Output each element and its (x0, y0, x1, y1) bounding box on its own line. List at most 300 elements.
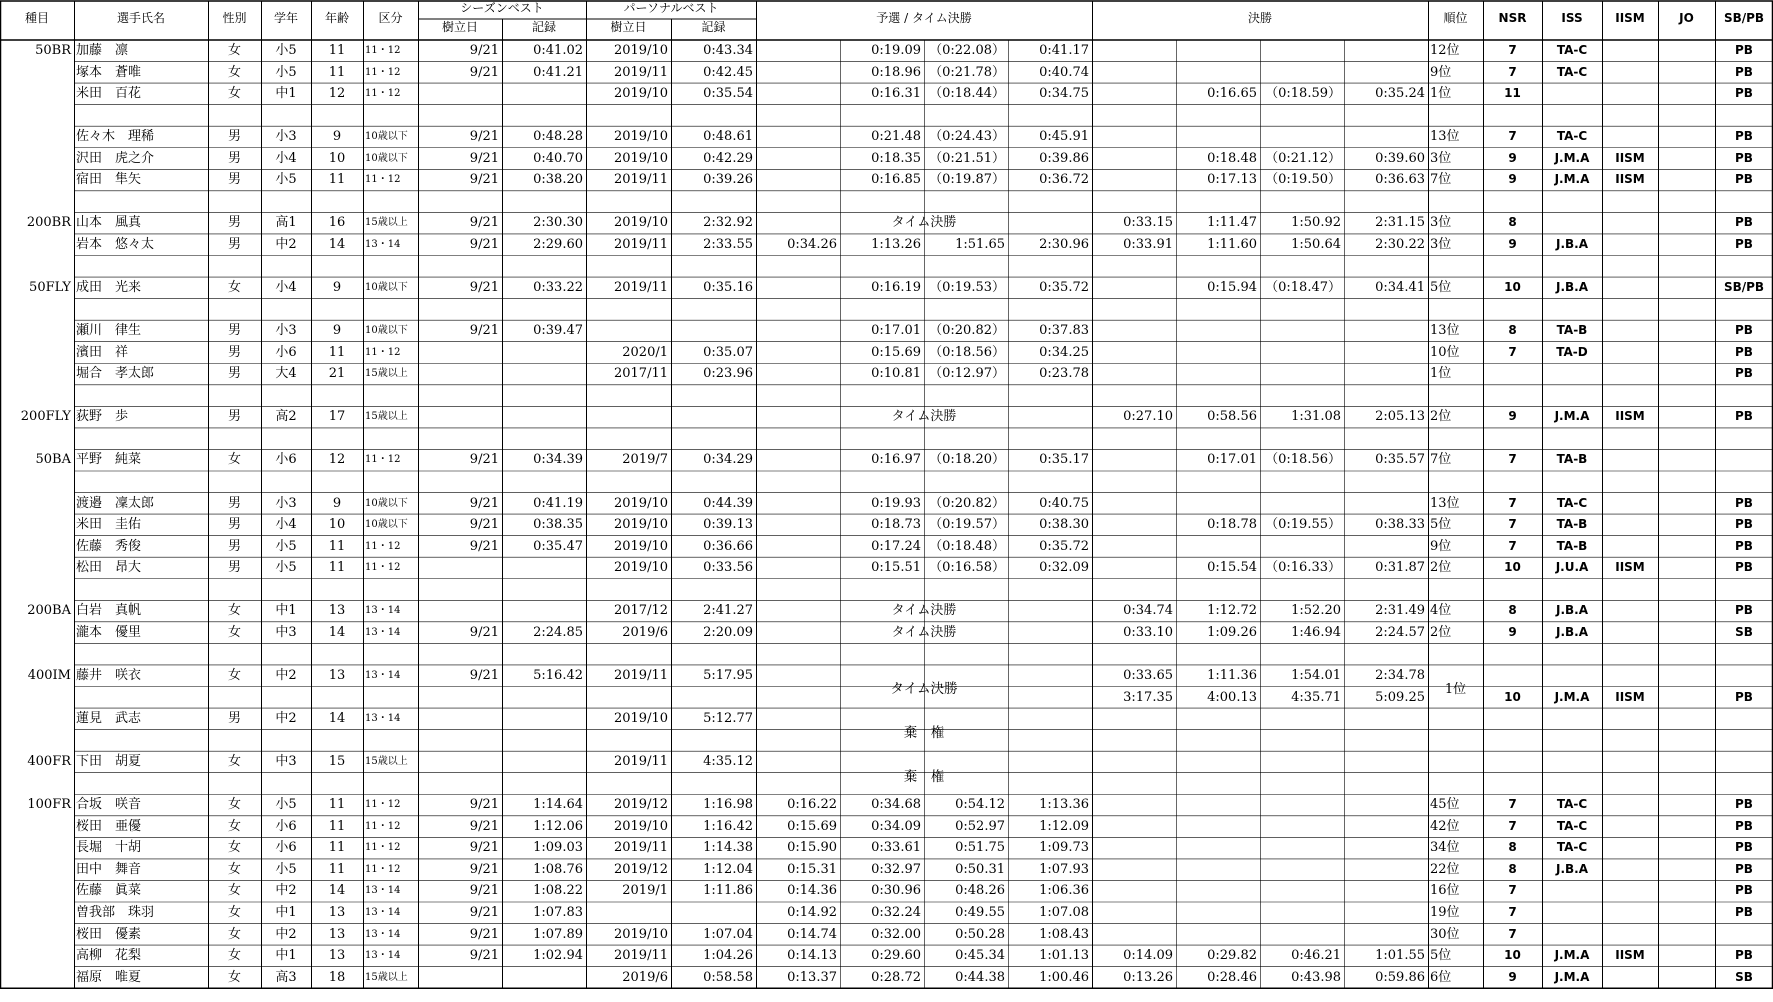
table-row (0, 40, 1773, 62)
personal-best-record: 0:34.29 (703, 452, 753, 468)
prelim-split: （0:18.44） (929, 86, 1005, 102)
age-cell (311, 687, 363, 709)
division-cell: 10歳以下 (365, 325, 408, 337)
final-split (1092, 83, 1176, 105)
table-row (0, 212, 1773, 234)
final-split (1260, 794, 1344, 816)
iism-cell: IISM (1615, 409, 1645, 424)
swimmer-name: 瀬川 律生 (76, 323, 142, 339)
table-row (0, 493, 1773, 515)
prelim-split (756, 40, 840, 62)
personal-best-date: 2019/10 (613, 926, 668, 942)
jo-cell (1658, 708, 1715, 730)
final-split: 0:28.46 (1207, 969, 1257, 985)
rank-cell: 6位 (1430, 969, 1452, 985)
final-split (1260, 902, 1344, 924)
iism-cell (1602, 234, 1658, 256)
season-best-date: 9/21 (469, 64, 499, 80)
final-split: 0:16.65 (1207, 86, 1257, 102)
grade-cell: 小6 (275, 344, 297, 360)
final-split: 2:30.22 (1375, 236, 1425, 252)
swimmer-name: 田中 舞音 (76, 861, 142, 877)
rank-cell: 16位 (1430, 883, 1460, 899)
personal-best-record: 1:14.38 (703, 840, 753, 856)
iss-cell (1542, 880, 1602, 902)
iism-cell (1602, 536, 1658, 558)
personal-best-date: 2019/10 (613, 818, 668, 834)
season-best-date (418, 751, 502, 773)
grade-cell: 高2 (275, 409, 297, 425)
season-best-date: 9/21 (469, 495, 499, 511)
final-split: 0:31.87 (1375, 560, 1425, 576)
table-row (0, 83, 1773, 105)
table-row (0, 837, 1773, 859)
grade-cell: 中1 (275, 86, 297, 102)
final-split (1260, 751, 1344, 773)
season-best-date: 9/21 (469, 452, 499, 468)
final-split (1260, 880, 1344, 902)
final-split: 0:43.98 (1291, 969, 1341, 985)
prelim-split: 0:19.09 (871, 43, 921, 58)
nsr-cell (1483, 665, 1542, 687)
season-best-date: 9/21 (469, 129, 499, 145)
event-cell (0, 83, 74, 105)
table-row (0, 148, 1773, 170)
prelim-split: 0:40.74 (1039, 64, 1089, 80)
sex-cell: 女 (227, 861, 241, 877)
personal-best-record: 0:39.13 (703, 517, 753, 533)
swimmer-name: 福原 唯夏 (76, 969, 142, 985)
personal-best-record: 0:44.39 (703, 495, 753, 511)
table-row (0, 126, 1773, 148)
iss-cell: J.M.A (1554, 150, 1590, 165)
personal-best-record: 0:42.45 (703, 64, 753, 80)
season-best-date (418, 687, 502, 709)
table-row (0, 320, 1773, 342)
personal-best-record (671, 406, 756, 428)
prelim-split (756, 493, 840, 515)
season-best-date (418, 363, 502, 385)
final-split (1092, 557, 1176, 579)
sbpb-cell: PB (1735, 948, 1753, 963)
final-split: 2:24.57 (1375, 624, 1425, 640)
sbpb-cell: PB (1735, 538, 1753, 553)
rank-cell: 3位 (1430, 236, 1452, 252)
season-best-date (418, 342, 502, 364)
event-cell: 50BA (35, 452, 71, 468)
time-final-label: タイム決勝 (891, 215, 957, 231)
swimmer-name: 白岩 真帆 (76, 603, 142, 619)
personal-best-date: 2019/11 (613, 280, 668, 296)
season-best-record (502, 751, 586, 773)
age-cell: 14 (328, 236, 346, 252)
personal-best-date: 2019/11 (613, 948, 668, 964)
prelim-split: 1:12.09 (1039, 818, 1089, 834)
event-cell (0, 342, 74, 364)
im-time-final: タイム決勝 (890, 681, 958, 697)
sex-cell: 男 (227, 409, 241, 425)
header-event: 種目 (24, 11, 49, 25)
table-row (0, 406, 1773, 428)
prelim-split: 1:07.93 (1039, 861, 1089, 877)
jo-cell (1658, 514, 1715, 536)
grade-cell: 中2 (275, 926, 297, 942)
jo-cell (1658, 62, 1715, 84)
final-split (1176, 924, 1260, 946)
rank-cell: 34位 (1430, 840, 1460, 856)
season-best-record (502, 363, 586, 385)
personal-best-record: 2:33.55 (703, 236, 753, 252)
grade-cell: 小5 (275, 797, 297, 813)
prelim-split: 0:15.51 (871, 560, 921, 576)
sex-cell: 男 (227, 538, 241, 554)
iism-cell (1602, 342, 1658, 364)
final-split: 1:46.94 (1291, 624, 1341, 640)
iism-cell (1602, 277, 1658, 299)
iism-cell (1602, 62, 1658, 84)
division-cell: 11・12 (365, 346, 401, 358)
iss-cell: J.B.A (1555, 280, 1588, 295)
rank-cell: 5位 (1430, 517, 1452, 533)
sbpb-cell: PB (1735, 64, 1753, 79)
prelim-split: 1:01.13 (1039, 948, 1089, 964)
age-cell: 11 (328, 560, 346, 576)
grade-cell: 小5 (275, 560, 297, 576)
sbpb-cell (1715, 708, 1773, 730)
sex-cell: 男 (227, 495, 241, 511)
division-cell: 11・12 (365, 66, 401, 78)
final-split: 0:33.65 (1123, 667, 1173, 683)
swimmer-name: 桜田 優素 (76, 926, 142, 942)
season-best-record: 1:02.94 (533, 948, 583, 964)
personal-best-record: 0:23.96 (703, 366, 753, 382)
swimmer-name: 堀合 孝太郎 (76, 366, 155, 382)
iss-cell: J.M.A (1554, 172, 1590, 187)
event-cell (0, 837, 74, 859)
nsr-cell (1483, 363, 1542, 385)
season-best-record: 1:08.76 (533, 861, 583, 877)
swimmer-name: 成田 光来 (76, 280, 142, 296)
grade-cell: 小5 (275, 43, 297, 58)
final-split: （0:18.59） (1265, 86, 1341, 102)
age-cell: 10 (328, 517, 346, 533)
prelim-split (756, 449, 840, 471)
prelim-split: 0:16.97 (871, 452, 921, 468)
personal-best-date: 2019/6 (622, 969, 668, 985)
prelim-split: （0:24.43） (929, 129, 1005, 145)
grade-cell (261, 687, 311, 709)
table-row (0, 169, 1773, 191)
event-cell (0, 148, 74, 170)
final-split (1344, 536, 1428, 558)
grade-cell: 中3 (275, 754, 297, 770)
sex-cell: 女 (227, 840, 241, 856)
final-split (1092, 126, 1176, 148)
final-split (1260, 859, 1344, 881)
prelim-split: 1:13.36 (1039, 797, 1089, 813)
nsr-cell: 8 (1508, 603, 1517, 618)
swimmer-name: 藤井 咲衣 (76, 667, 142, 683)
final-split (1344, 924, 1428, 946)
personal-best-date (586, 406, 671, 428)
header-sbpb: SB/PB (1723, 11, 1765, 25)
final-split (1344, 816, 1428, 838)
age-cell: 10 (328, 150, 346, 166)
nsr-cell: 7 (1508, 129, 1517, 144)
age-cell: 13 (328, 948, 346, 964)
final-split (1176, 62, 1260, 84)
final-split (1092, 40, 1176, 62)
prelim-split: （0:18.20） (929, 452, 1005, 468)
age-cell: 9 (332, 323, 342, 339)
iism-cell (1602, 493, 1658, 515)
rank-cell: 1位 (1430, 86, 1452, 102)
final-split: 1:50.92 (1291, 215, 1341, 231)
prelim-split: 1:51.65 (955, 236, 1005, 252)
sex-cell: 女 (227, 818, 241, 834)
grade-cell: 小4 (275, 517, 297, 533)
swimmer-name: 佐藤 眞菜 (76, 883, 142, 899)
season-best-record (502, 342, 586, 364)
prelim-split: 0:35.17 (1039, 452, 1089, 468)
final-split: 1:09.26 (1207, 624, 1257, 640)
nsr-cell: 7 (1508, 495, 1517, 510)
prelim-split: 0:34.09 (871, 818, 921, 834)
age-cell: 9 (332, 495, 342, 511)
sex-cell: 男 (227, 215, 241, 231)
division-cell: 11・12 (365, 820, 401, 832)
event-cell (0, 62, 74, 84)
iism-cell (1602, 320, 1658, 342)
event-cell (0, 622, 74, 644)
header-final: 決勝 (1247, 11, 1272, 25)
jo-cell (1658, 363, 1715, 385)
swimmer-name: 曽我部 珠羽 (76, 905, 155, 920)
division-cell: 13・14 (365, 885, 401, 897)
prelim-split: 0:35.72 (1039, 538, 1089, 554)
final-split (1092, 924, 1176, 946)
prelim-split: （0:16.58） (929, 560, 1005, 576)
iism-cell: IISM (1615, 689, 1645, 704)
division-cell: 15歳以上 (365, 756, 408, 768)
final-split: 0:33.15 (1123, 215, 1173, 231)
season-best-record: 0:48.28 (533, 129, 583, 145)
final-split: 2:31.15 (1375, 215, 1425, 231)
personal-best-date: 2019/10 (613, 86, 668, 102)
final-split (1260, 816, 1344, 838)
season-best-date: 9/21 (469, 215, 499, 231)
final-split: 3:17.35 (1123, 689, 1173, 705)
personal-best-record: 4:35.12 (703, 754, 753, 770)
division-cell: 10歳以下 (365, 131, 408, 143)
division-cell: 15歳以上 (365, 368, 408, 380)
sex-cell: 女 (227, 603, 241, 619)
jo-cell (1658, 945, 1715, 967)
final-split (1176, 126, 1260, 148)
division-cell: 13・14 (365, 238, 401, 250)
season-best-date: 9/21 (469, 43, 499, 58)
prelim-split: （0:20.82） (929, 495, 1005, 511)
final-split: 1:54.01 (1291, 667, 1341, 683)
sbpb-cell: PB (1735, 797, 1753, 812)
grade-cell: 中1 (275, 603, 297, 619)
prelim-split: （0:22.08） (929, 43, 1005, 58)
jo-cell (1658, 234, 1715, 256)
final-split (1176, 342, 1260, 364)
sex-cell: 男 (227, 517, 241, 533)
personal-best-date: 2019/12 (613, 861, 668, 877)
final-split: 0:33.10 (1123, 624, 1173, 640)
prelim-split: （0:19.57） (929, 517, 1005, 533)
personal-best-record: 2:32.92 (703, 215, 753, 231)
final-split (1092, 536, 1176, 558)
prelim-split: 0:15.69 (787, 818, 837, 834)
iss-cell: J.M.A (1554, 689, 1590, 704)
personal-best-date: 2019/10 (613, 150, 668, 166)
personal-best-record: 0:42.29 (703, 150, 753, 166)
final-split (1176, 837, 1260, 859)
prelim-split: 0:18.35 (871, 150, 921, 166)
final-split: 1:52.20 (1291, 603, 1341, 619)
prelim-split (756, 62, 840, 84)
iss-cell: J.M.A (1554, 969, 1590, 984)
age-cell: 12 (328, 452, 346, 468)
iism-cell: IISM (1615, 560, 1645, 575)
iism-cell (1602, 924, 1658, 946)
final-split (1260, 320, 1344, 342)
season-best-date (418, 967, 502, 989)
rank-cell: 7位 (1430, 452, 1452, 468)
jo-cell (1658, 794, 1715, 816)
division-cell: 11・12 (365, 454, 401, 466)
iism-cell (1602, 514, 1658, 536)
age-cell: 13 (328, 603, 346, 619)
nsr-cell: 10 (1504, 689, 1521, 704)
season-best-date: 9/21 (469, 280, 499, 296)
final-split (1092, 449, 1176, 471)
sex-cell: 女 (227, 969, 241, 985)
jo-cell (1658, 126, 1715, 148)
rank-cell: 2位 (1430, 560, 1452, 576)
nsr-cell: 8 (1508, 861, 1517, 876)
rank-cell: 22位 (1430, 861, 1460, 877)
sex-cell: 男 (227, 366, 241, 382)
final-split (1260, 536, 1344, 558)
personal-best-date: 2019/11 (613, 172, 668, 188)
sex-cell: 女 (227, 86, 241, 102)
prelim-split: （0:18.56） (929, 344, 1005, 360)
swimmer-name: 荻野 歩 (76, 409, 129, 425)
nsr-cell: 7 (1508, 883, 1517, 898)
iss-cell: TA-C (1556, 64, 1588, 79)
personal-best-date: 2019/12 (613, 797, 668, 813)
age-cell: 14 (328, 711, 346, 727)
withdrawn-label: 棄 権 (903, 725, 945, 741)
iss-cell: TA-C (1556, 43, 1588, 57)
table-row (0, 234, 1773, 256)
season-best-date (418, 557, 502, 579)
season-best-date: 9/21 (469, 667, 499, 683)
sbpb-cell: PB (1735, 495, 1753, 510)
event-cell (0, 126, 74, 148)
iss-cell: J.B.A (1555, 861, 1588, 876)
season-best-record: 0:34.39 (533, 452, 583, 468)
personal-best-record (671, 687, 756, 709)
final-split (1260, 924, 1344, 946)
final-split: （0:16.33） (1265, 560, 1341, 576)
iism-cell (1602, 665, 1658, 687)
sbpb-cell: PB (1735, 905, 1753, 919)
header-season-best: シーズンベスト (460, 1, 544, 15)
final-split (1092, 751, 1176, 773)
prelim-split: 0:15.69 (871, 344, 921, 360)
table-row (0, 536, 1773, 558)
jo-cell (1658, 449, 1715, 471)
personal-best-record: 1:07.04 (703, 926, 753, 942)
personal-best-date: 2019/10 (613, 215, 668, 231)
final-split (1176, 880, 1260, 902)
prelim-split: 0:50.31 (955, 861, 1005, 877)
final-split: 0:27.10 (1123, 409, 1173, 425)
prelim-split (756, 320, 840, 342)
grade-cell: 小5 (275, 861, 297, 877)
season-best-record: 2:29.60 (533, 236, 583, 252)
age-cell: 11 (328, 538, 346, 554)
event-cell (0, 924, 74, 946)
rank-cell: 13位 (1430, 129, 1460, 145)
age-cell: 16 (328, 215, 346, 231)
prelim-split: 0:29.60 (871, 948, 921, 964)
age-cell: 21 (328, 366, 346, 382)
prelim-split: 0:36.72 (1039, 172, 1089, 188)
nsr-cell (1483, 751, 1542, 773)
season-best-record: 1:12.06 (533, 818, 583, 834)
final-split (1344, 363, 1428, 385)
swimmer-name: 宿田 隼矢 (76, 172, 142, 188)
season-best-record (502, 406, 586, 428)
table-row (0, 794, 1773, 816)
personal-best-record: 1:16.98 (703, 797, 753, 813)
swimmer-name: 瀧本 優里 (76, 624, 142, 640)
swimmer-name: 米田 圭佑 (76, 517, 142, 533)
nsr-cell: 7 (1508, 452, 1517, 467)
sbpb-cell: PB (1735, 172, 1753, 187)
season-best-date (418, 600, 502, 622)
nsr-cell: 9 (1508, 409, 1517, 424)
header-season-date: 樹立日 (441, 20, 478, 34)
jo-cell (1658, 902, 1715, 924)
season-best-date: 9/21 (469, 236, 499, 252)
table-row (0, 342, 1773, 364)
prelim-split: 0:21.48 (871, 129, 921, 145)
nsr-cell: 9 (1508, 236, 1517, 251)
header-personal-date: 樹立日 (610, 20, 647, 34)
personal-best-record: 1:16.42 (703, 818, 753, 834)
time-final-label: タイム決勝 (891, 624, 957, 640)
final-split (1092, 277, 1176, 299)
prelim-split: 0:23.78 (1039, 366, 1089, 382)
final-split (1344, 493, 1428, 515)
personal-best-record: 2:20.09 (703, 624, 753, 640)
final-split: 1:50.64 (1291, 236, 1341, 252)
jo-cell (1658, 600, 1715, 622)
swimmer-name: 長堀 十胡 (76, 840, 142, 856)
event-cell (0, 363, 74, 385)
sbpb-cell: PB (1735, 129, 1753, 144)
sex-cell: 女 (227, 926, 241, 942)
division-cell: 13・14 (365, 928, 401, 940)
iss-cell (1542, 751, 1602, 773)
